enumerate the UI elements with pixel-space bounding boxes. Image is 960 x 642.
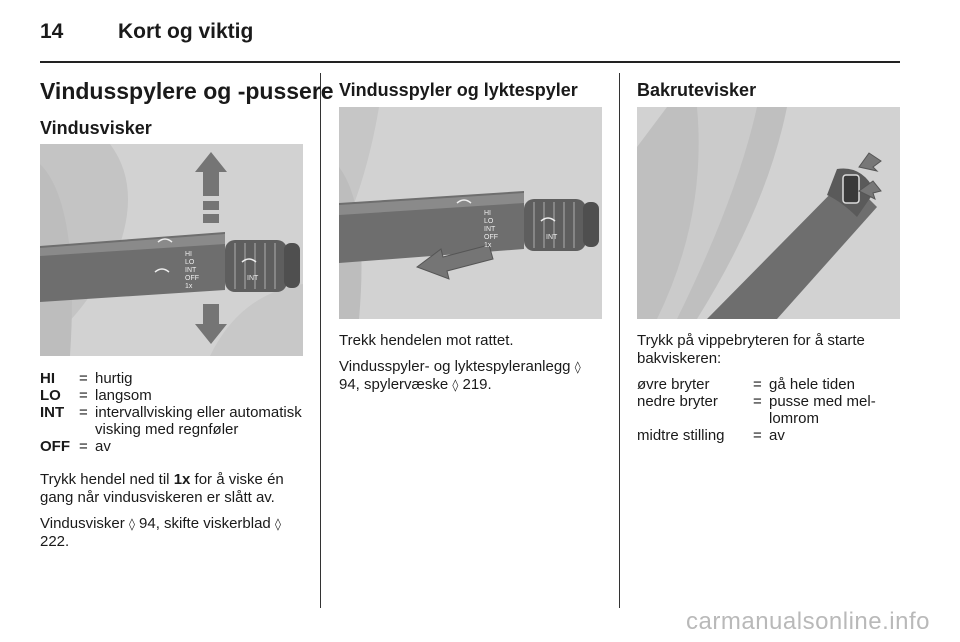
svg-text:HI: HI [484,210,491,217]
rocker-switch [843,175,859,203]
arrow-up-icon [195,152,227,196]
wiper-stalk-figure [40,144,303,356]
wiper-instructions [40,471,303,559]
definition-row: nedre bryter = pusse med mellomrom [637,393,876,427]
svg-text:INT: INT [484,226,496,233]
paragraph-single-wipe: Trykk hendel ned til 1x for å viske én gang når vindusviskeren er slått av. [40,471,284,506]
definition-row: midtre stilling = av [637,427,785,444]
definition-row: LO = langsom [40,387,152,404]
definition-row: OFF = av [40,438,111,455]
reference-icon: ◊ [574,360,581,374]
reference-icon: ◊ [274,517,281,531]
label-int-ring: INT [247,275,259,282]
page-number: 14 [40,20,64,43]
label-lo: LO [185,259,195,266]
definition-row: HI = hurtig [40,370,133,387]
svg-text:1x: 1x [484,242,492,249]
reference-icon: ◊ [452,378,459,392]
subsection-title-wiper: Vindusvisker [40,118,152,138]
label-int: INT [185,267,197,274]
rear-wiper-figure [637,107,900,319]
watermark: carmanualsonline.info [686,608,930,635]
paragraph-references: Vindusvisker ◊ 94, skifte viskerblad ◊ 222. [40,515,281,550]
svg-text:OFF: OFF [484,234,498,241]
label-off: OFF [185,275,199,282]
subsection-title-washer: Vindusspyler og lyktespyler [339,80,578,100]
definition-row: øvre bryter = gå hele tiden [637,376,855,393]
column-divider-1 [320,73,321,608]
svg-text:INT: INT [546,234,558,241]
page-header [40,18,900,58]
label-1x: 1x [185,283,193,290]
arrow-press-upper-icon [859,153,881,171]
wiper-definitions [40,370,303,455]
reference-icon: ◊ [128,517,135,531]
subsection-title-rear-wiper: Bakrutevisker [637,80,757,100]
definition-row: INT = intervallvisking eller automatisk visking med regnføler [40,404,302,438]
paragraph-references: Vindusspyler- og lyktespyleranlegg ◊ 94, spylervæske ◊ 219. [339,358,581,393]
svg-text:LO: LO [484,218,494,225]
rear-wiper-definitions [637,376,900,444]
paragraph-pull-stalk: Trekk hendelen mot rattet. [339,332,514,349]
label-hi: HI [185,251,192,258]
washer-instructions [339,332,602,402]
column-divider-2 [619,73,620,608]
rear-wiper-intro: Trykk på vippebryteren for å starte bakviskeren: [637,332,865,367]
header-rule [40,61,900,63]
section-title: Vindusspylere og -pussere [40,78,334,104]
chapter-title: Kort og viktig [118,20,254,43]
washer-stalk-figure [339,107,602,319]
